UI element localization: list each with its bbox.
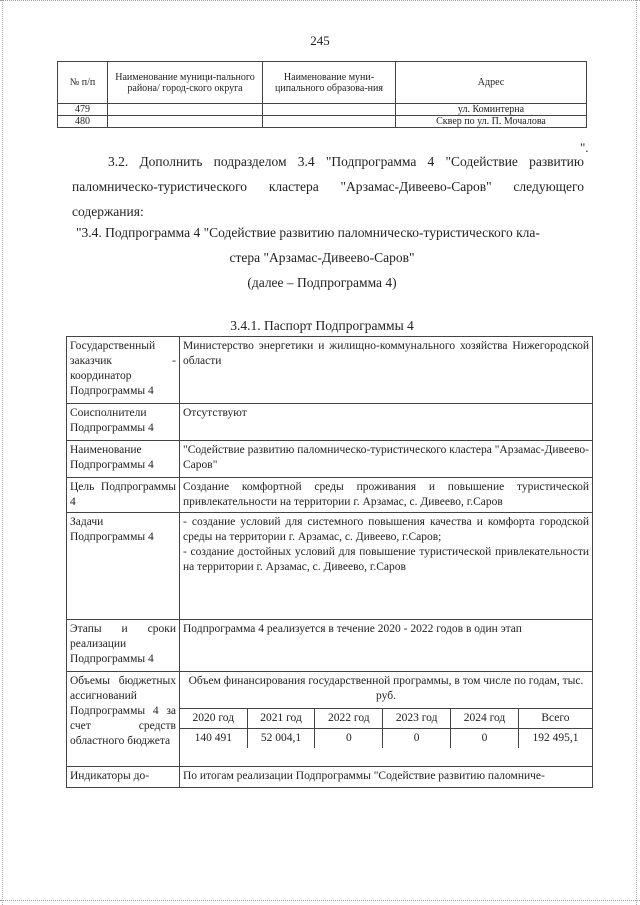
funding-values-row [180, 729, 592, 749]
row-district [108, 104, 263, 116]
funding-value: 0 [315, 729, 383, 749]
section-heading-line-1: "3.4. Подпрограмма 4 "Содействие развитию паломническо-туристического кла- [76, 225, 540, 240]
funding-value: 0 [451, 729, 519, 749]
scan-frame-left [2, 0, 4, 905]
passport-value: Создание комфортной среды проживания и повышение туристической привлекательности на территории г. Арзамас, с. Дивеево, г.Саров [180, 478, 593, 513]
funding-value: 192 495,1 [518, 729, 592, 749]
row-num: 479 [58, 104, 108, 116]
table-row [58, 104, 587, 116]
passport-label: Объемы бюджетных ассигнований Подпрограммы 4 за счет средств областного бюджета [67, 672, 180, 767]
funding-value: 0 [383, 729, 451, 749]
task-item: - создание условий для системного повышения качества и комфорта городской среды на территории г. Арзамас, с. Дивеево, г.Саров; [183, 516, 589, 543]
passport-row-indicators [67, 767, 593, 788]
funding-year: 2020 год [180, 709, 247, 729]
passport-table [66, 336, 593, 788]
passport-row-coexecutors [67, 404, 593, 441]
passport-label: Цель Подпрограммы 4 [67, 478, 180, 513]
row-address: ул. Коминтерна [396, 104, 587, 116]
passport-label: Этапы и сроки реализации Подпрограммы 4 [67, 620, 180, 672]
passport-label: Государственный заказчик - координатор Подпрограммы 4 [67, 337, 180, 404]
funding-years-row [180, 709, 592, 729]
funding-value: 52 004,1 [247, 729, 315, 749]
section-heading-line-2: стера "Арзамас-Дивеево-Саров" [229, 250, 415, 265]
scan-frame-bottom [0, 900, 640, 902]
passport-label: Задачи Подпрограммы 4 [67, 513, 180, 620]
closing-quote-mark: ". [580, 140, 589, 155]
address-table [57, 61, 587, 128]
amendment-paragraph: 3.2. Дополнить подразделом 3.4 "Подпрограмма 4 "Содействие развитию паломническо-туристического кластера "Арзамас-Дивеево-Саров" следующего содержания: [72, 154, 584, 219]
passport-label: Индикаторы до- [67, 767, 180, 788]
funding-year: Всего [518, 709, 592, 729]
passport-row-stages [67, 620, 593, 672]
funding-value: 140 491 [180, 729, 247, 749]
header-address: Адрес [396, 62, 587, 104]
row-address: Сквер по ул. П. Мочалова [396, 116, 587, 128]
scan-frame-right [636, 0, 638, 905]
funding-heading: Объем финансирования государственной программы, в том числе по годам, тыс. руб. [188, 675, 584, 702]
passport-row-goal [67, 478, 593, 513]
row-district [108, 116, 263, 128]
passport-row-tasks [67, 513, 593, 620]
header-num: № п/п [58, 62, 108, 104]
passport-value: Отсутствуют [180, 404, 593, 441]
page-number: 245 [310, 33, 330, 48]
passport-row-name [67, 441, 593, 478]
passport-value [180, 672, 593, 767]
header-municipality: Наименование муни-ципального образова-ния [263, 62, 396, 104]
funding-year: 2022 год [315, 709, 383, 729]
passport-label: Наименование Подпрограммы 4 [67, 441, 180, 478]
passport-value: По итогам реализации Подпрограммы "Содействие развитию паломниче- [180, 767, 593, 788]
scan-frame-top [0, 0, 640, 2]
funding-year: 2021 год [247, 709, 315, 729]
passport-label: Соисполнители Подпрограммы 4 [67, 404, 180, 441]
passport-value: Министерство энергетики и жилищно-коммунального хозяйства Нижегородской области [180, 337, 593, 404]
row-municipality [263, 104, 396, 116]
passport-value: "Содействие развитию паломническо-туристического кластера "Арзамас-Дивеево-Саров" [180, 441, 593, 478]
passport-caption: 3.4.1. Паспорт Подпрограммы 4 [230, 318, 414, 333]
passport-row-customer [67, 337, 593, 404]
passport-value [180, 513, 593, 620]
row-municipality [263, 116, 396, 128]
funding-table [180, 708, 592, 748]
task-item: - создание достойных условий для повышение туристической привлекательности на территории г. Арзамас, с. Дивеево, г.Саров [183, 546, 589, 573]
funding-year: 2023 год [383, 709, 451, 729]
address-table-header [58, 62, 587, 104]
funding-year: 2024 год [451, 709, 519, 729]
passport-row-funding [67, 672, 593, 767]
passport-value: Подпрограмма 4 реализуется в течение 2020 - 2022 годов в один этап [180, 620, 593, 672]
section-heading-line-3: (далее – Подпрограмма 4) [247, 275, 397, 290]
table-row [58, 116, 587, 128]
header-district: Наименование муници-пального района/ город-ского округа [108, 62, 263, 104]
row-num: 480 [58, 116, 108, 128]
